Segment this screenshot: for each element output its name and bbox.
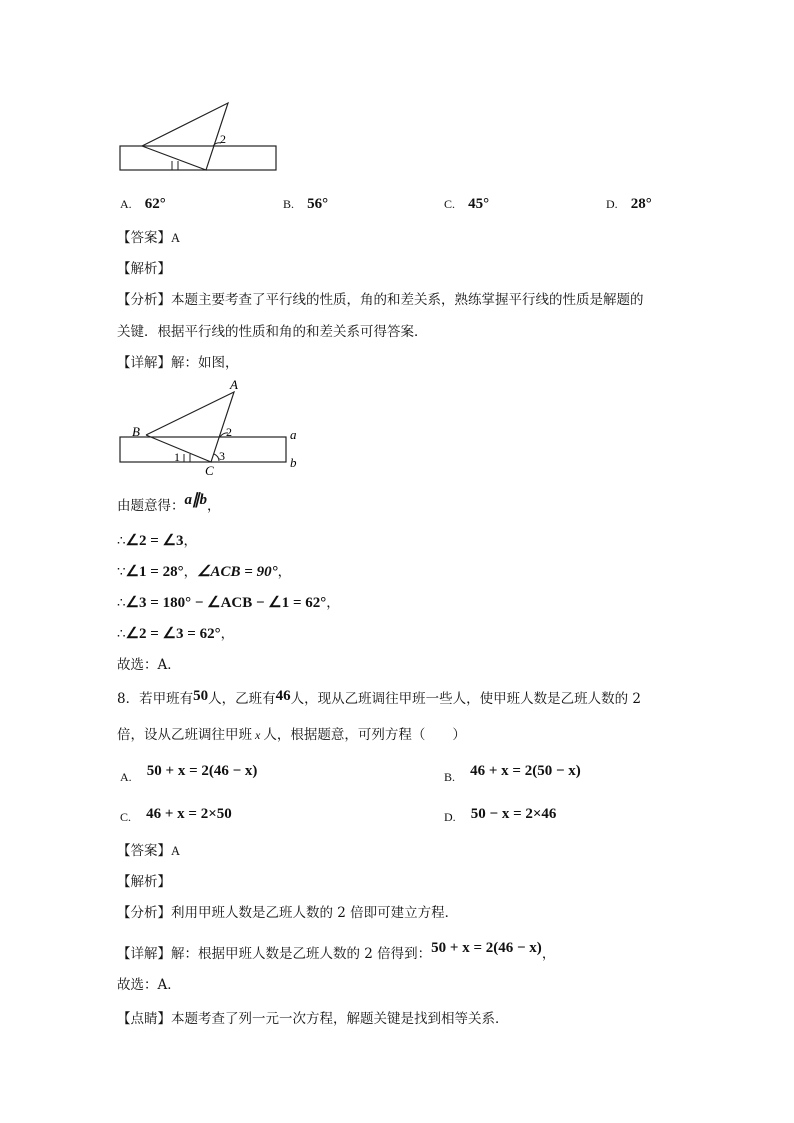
figure-triangle-ruler xyxy=(110,95,290,177)
q7-option-a xyxy=(120,193,166,213)
stem-text: 倍，设从乙班调往甲班 xyxy=(117,727,252,743)
angle-1-arc xyxy=(184,454,190,462)
option-letter: D. xyxy=(606,197,618,211)
line-a-label: a xyxy=(290,427,297,442)
q8-analysis-tag: 【解析】 xyxy=(117,874,171,890)
step-suffix: ， xyxy=(326,595,340,611)
vertex-b-label: B xyxy=(132,424,140,439)
step-sep: ， xyxy=(183,564,198,580)
q8-detail xyxy=(117,940,556,963)
q7-step4 xyxy=(117,594,340,612)
stem-text: 人，现从乙班调往甲班一些人，使甲班人数是乙班人数的 2 xyxy=(290,691,641,707)
line-b-label: b xyxy=(290,455,297,470)
angle-1-arc xyxy=(172,161,178,170)
because-symbol: ∵ xyxy=(117,564,126,580)
fenxi-text: 本题主要考查了平行线的性质，角的和差关系，熟练掌握平行线的性质是解题的 xyxy=(171,292,644,308)
step-math: a∥b xyxy=(184,492,207,508)
angle-1-label: 1 xyxy=(174,450,180,464)
therefore-symbol: ∴ xyxy=(117,595,126,611)
q8-dianjing xyxy=(117,1010,509,1028)
option-letter: A. xyxy=(120,770,132,784)
step-math: ∠3 = 180° − ∠ACB − ∠1 = 62° xyxy=(125,595,327,611)
detail-tag: 【详解】 xyxy=(117,946,171,962)
step-math-1: ∠1 = 28° xyxy=(125,564,184,580)
q7-choose: 故选：A． xyxy=(117,657,181,673)
angle-2-label: 2 xyxy=(220,132,226,146)
option-letter: C. xyxy=(444,197,456,211)
q7-answer xyxy=(117,229,180,247)
q8-option-c xyxy=(120,806,232,826)
step-math: ∠2 = ∠3 xyxy=(125,533,184,549)
angle-2-label: 2 xyxy=(226,425,232,439)
q7-fenxi-line1 xyxy=(117,291,644,309)
answer-tag: 【答案】 xyxy=(117,843,171,859)
vertex-a-label: A xyxy=(230,377,238,392)
step-math-2: ∠ACB = 90° xyxy=(197,564,278,580)
step-suffix: ， xyxy=(183,533,198,549)
step-suffix: ， xyxy=(220,626,235,642)
step-math: ∠2 = ∠3 = 62° xyxy=(125,626,221,642)
step-suffix: ， xyxy=(277,564,292,580)
stem-text: 8．若甲班有 xyxy=(117,691,194,707)
detail-text: 解：根据甲班人数是乙班人数的 2 倍得到： xyxy=(171,946,432,962)
stem-number: 46 xyxy=(275,688,291,704)
q7-option-d xyxy=(606,193,652,213)
q7-step2 xyxy=(117,532,197,550)
triangle-outline xyxy=(142,103,228,170)
option-letter: B. xyxy=(283,197,295,211)
q7-fenxi-line2: 关键．根据平行线的性质和角的和差关系可得答案． xyxy=(117,324,428,340)
option-letter: A. xyxy=(120,197,132,211)
q7-step1 xyxy=(117,492,221,515)
option-math: 50 + x = 2(46 − x) xyxy=(146,763,258,779)
q7-analysis-tag: 【解析】 xyxy=(117,261,171,277)
option-letter: D. xyxy=(444,810,456,824)
option-letter: B. xyxy=(444,770,456,784)
stem-variable: x xyxy=(255,728,261,742)
stem-text: 人，根据题意，可列方程（ ） xyxy=(263,727,466,743)
dianjing-tag: 【点睛】 xyxy=(117,1011,171,1027)
step-suffix: ， xyxy=(207,498,221,514)
q7-detail xyxy=(117,354,239,372)
stem-text: 人，乙班有 xyxy=(208,691,276,707)
answer-tag: 【答案】 xyxy=(117,230,171,246)
detail-math: 50 + x = 2(46 − x) xyxy=(431,940,542,956)
q7-step3 xyxy=(117,563,291,581)
q8-fenxi xyxy=(117,904,458,922)
fenxi-tag: 【分析】 xyxy=(117,905,171,921)
dianjing-text: 本题考查了列一元一次方程，解题关键是找到相等关系． xyxy=(171,1011,509,1027)
figure-labeled-triangle-ruler xyxy=(110,375,310,477)
q8-choose: 故选：A． xyxy=(117,977,181,993)
vertex-c-label: C xyxy=(205,463,214,477)
option-value: 62° xyxy=(144,196,166,212)
detail-text: 解：如图， xyxy=(171,355,239,371)
option-value: 56° xyxy=(307,196,329,212)
q8-option-d xyxy=(444,806,556,826)
option-letter: C. xyxy=(120,810,132,824)
therefore-symbol: ∴ xyxy=(117,626,126,642)
answer-value: A xyxy=(171,844,181,858)
stem-number: 50 xyxy=(193,688,209,704)
q8-option-b xyxy=(444,763,581,786)
therefore-symbol: ∴ xyxy=(117,533,126,549)
q8-stem-line2 xyxy=(117,726,466,744)
q8-answer xyxy=(117,842,180,860)
q7-option-b xyxy=(283,193,328,213)
detail-tag: 【详解】 xyxy=(117,355,171,371)
option-value: 28° xyxy=(630,196,652,212)
step-text: 由题意得： xyxy=(117,498,185,514)
fenxi-text: 利用甲班人数是乙班人数的 2 倍即可建立方程． xyxy=(171,905,459,921)
option-value: 45° xyxy=(468,196,490,212)
q8-stem-line1 xyxy=(117,690,641,708)
angle-3-label: 3 xyxy=(219,449,225,463)
option-math: 46 + x = 2(50 − x) xyxy=(470,763,581,779)
answer-value: A xyxy=(171,231,181,245)
q7-step5 xyxy=(117,625,234,643)
fenxi-tag: 【分析】 xyxy=(117,292,171,308)
q8-option-a xyxy=(120,763,258,786)
q7-option-c xyxy=(444,193,489,213)
detail-suffix: ， xyxy=(541,946,556,962)
option-math: 50 − x = 2×46 xyxy=(470,806,557,822)
option-math: 46 + x = 2×50 xyxy=(146,806,232,822)
